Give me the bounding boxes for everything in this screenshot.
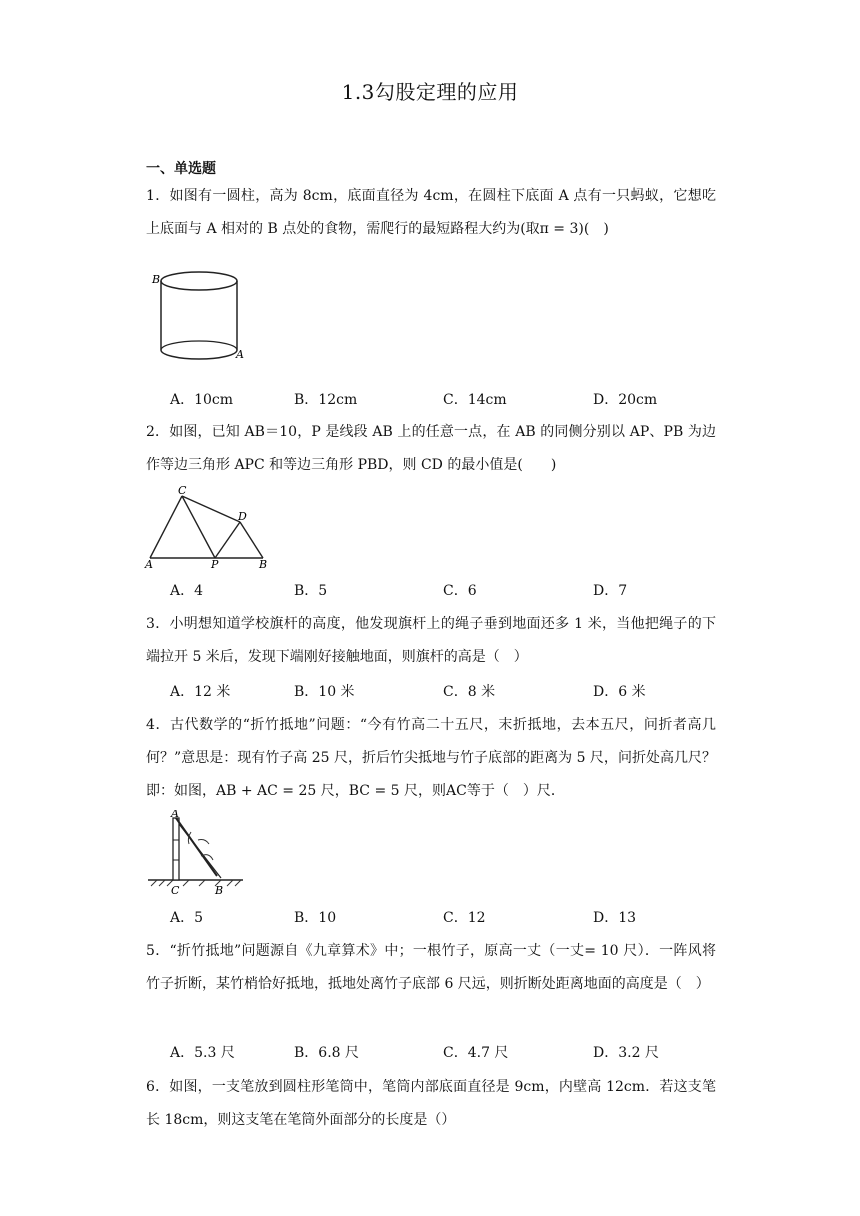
label-b: B [259, 558, 268, 570]
label-a: A [236, 348, 244, 361]
option-a[interactable]: A．4 [170, 583, 204, 599]
label-c: C [171, 884, 180, 897]
option-d[interactable]: D．6 米 [593, 684, 646, 700]
option-d[interactable]: D．3.2 尺 [593, 1045, 659, 1061]
question-4-options [146, 907, 716, 927]
question-2-text: 2．如图，已知 AB＝10，P 是线段 AB 上的任意一点，在 AB 的同侧分别以 AP、PB 为边作等边三角形 APC 和等边三角形 PBD，则 CD 的最小值是( ) [146, 424, 716, 473]
label-b: B [152, 273, 161, 286]
option-b[interactable]: B．6.8 尺 [294, 1045, 360, 1061]
label-c: C [178, 484, 187, 497]
question-3-text: 3．小明想知道学校旗杆的高度，他发现旗杆上的绳子垂到地面还多 1 米，当他把绳子的下端拉开 5 米后，发现下端刚好接触地面，则旗杆的高是（ ） [146, 616, 716, 665]
option-a[interactable]: A．5.3 尺 [170, 1045, 235, 1061]
option-c[interactable]: C．14cm [443, 392, 507, 408]
question-5-options [146, 1042, 716, 1062]
section-heading: 一、单选题 [146, 161, 216, 177]
option-c[interactable]: C．12 [443, 910, 486, 926]
option-b[interactable]: B．5 [294, 583, 328, 599]
option-b[interactable]: B．12cm [294, 392, 358, 408]
cylinder-figure [148, 268, 248, 368]
option-c[interactable]: C．4.7 尺 [443, 1045, 509, 1061]
question-5-text: 5．“折竹抵地”问题源自《九章算术》中；一根竹子，原高一丈（一丈= 10 尺）．一阵风将竹子折断，某竹梢恰好抵地，抵地处离竹子底部 6 尺远，则折断处距离地面的高度是（ ） [146, 943, 716, 992]
label-p: P [211, 558, 219, 570]
question-3-options [146, 681, 716, 701]
option-b[interactable]: B．10 米 [294, 684, 355, 700]
option-d[interactable]: D．13 [593, 910, 637, 926]
triangles-figure [143, 484, 273, 574]
bamboo-figure [143, 810, 253, 904]
question-1-options [146, 389, 716, 409]
option-a[interactable]: A．12 米 [170, 684, 231, 700]
option-a[interactable]: A．5 [170, 910, 204, 926]
option-d[interactable]: D．20cm [593, 392, 658, 408]
label-d: D [238, 510, 247, 523]
label-a: A [145, 558, 153, 570]
option-c[interactable]: C．8 米 [443, 684, 496, 700]
label-a: A [171, 810, 179, 820]
label-b: B [215, 884, 224, 897]
option-a[interactable]: A．10cm [170, 392, 234, 408]
option-d[interactable]: D．7 [593, 583, 628, 599]
option-c[interactable]: C．6 [443, 583, 477, 599]
page-title: 1.3勾股定理的应用 [341, 80, 519, 104]
question-6-text: 6．如图，一支笔放到圆柱形笔筒中，笔筒内部底面直径是 9cm，内壁高 12cm．若这支笔长 18cm，则这支笔在笔筒外面部分的长度是（） [146, 1079, 716, 1128]
question-1-text: 1．如图有一圆柱，高为 8cm，底面直径为 4cm，在圆柱下底面 A 点有一只蚂蚁，它想吃上底面与 A 相对的 B 点处的食物，需爬行的最短路程大约为(取π = 3)( ) [146, 188, 716, 237]
question-2-options [146, 580, 716, 600]
option-b[interactable]: B．10 [294, 910, 337, 926]
question-4-text: 4．古代数学的“折竹抵地”问题：“今有竹高二十五尺，末折抵地，去本五尺，问折者高几何？”意思是：现有竹子高 25 尺，折后竹尖抵地与竹子底部的距离为 5 尺，问折处高几尺？即：如图，AB + AC = 25 尺，BC = 5 尺，则AC等于（ ）尺． [146, 717, 716, 799]
